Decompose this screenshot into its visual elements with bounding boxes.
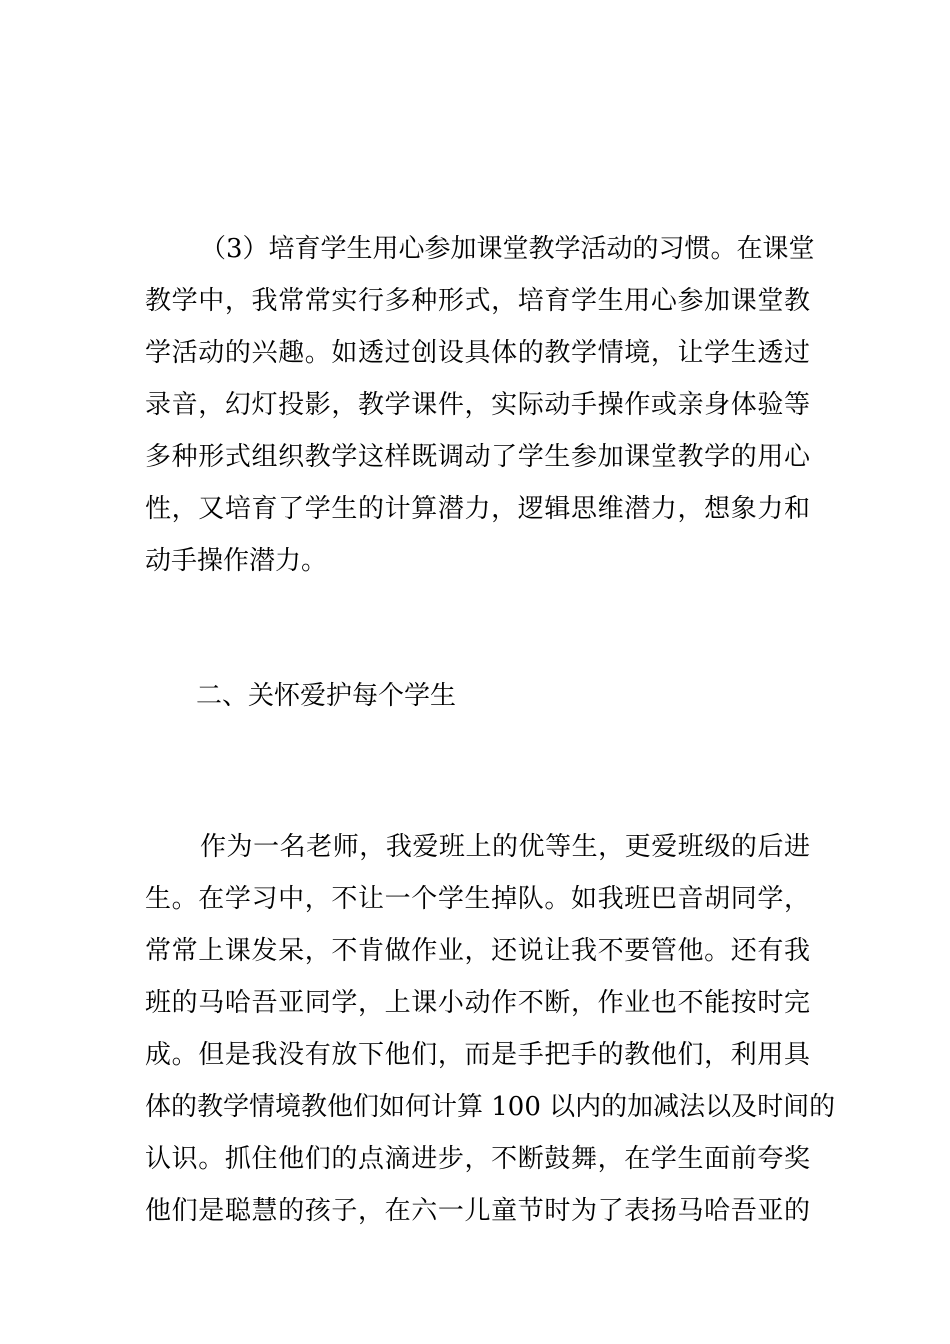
paragraph2-line-2: 生。在学习中，不让一个学生掉队。如我班巴音胡同学， — [145, 884, 810, 914]
section-heading: 二、关怀爱护每个学生 — [196, 681, 457, 711]
paragraph1-line-7: 动手操作潜力。 — [145, 546, 328, 576]
paragraph2-line-8: 他们是聪慧的孩子，在六一儿童节时为了表扬马哈吾亚的 — [145, 1196, 810, 1226]
paragraph2-line-6: 体的教学情境教他们如何计算 100 以内的加减法以及时间的 — [145, 1092, 836, 1122]
paragraph1-line-5: 多种形式组织教学这样既调动了学生参加课堂教学的用心 — [145, 442, 810, 472]
paragraph2-line-4: 班的马哈吾亚同学，上课小动作不断，作业也不能按时完 — [145, 988, 810, 1018]
paragraph2-line-1: 作为一名老师，我爱班上的优等生，更爱班级的后进 — [200, 832, 810, 862]
paragraph1-line-1: （3）培育学生用心参加课堂教学活动的习惯。在课堂 — [200, 234, 815, 264]
paragraph2-line-5: 成。但是我没有放下他们，而是手把手的教他们，利用具 — [145, 1040, 810, 1070]
paragraph2-line-3: 常常上课发呆，不肯做作业，还说让我不要管他。还有我 — [145, 936, 810, 966]
paragraph1-line-4: 录音，幻灯投影，教学课件，实际动手操作或亲身体验等 — [145, 390, 810, 420]
paragraph1-line-6: 性，又培育了学生的计算潜力，逻辑思维潜力，想象力和 — [145, 494, 810, 524]
paragraph1-line-3: 学活动的兴趣。如透过创设具体的教学情境，让学生透过 — [145, 338, 810, 368]
paragraph1-line-2: 教学中，我常常实行多种形式，培育学生用心参加课堂教 — [145, 286, 810, 316]
paragraph2-line-7: 认识。抓住他们的点滴进步，不断鼓舞，在学生面前夸奖 — [145, 1144, 810, 1174]
